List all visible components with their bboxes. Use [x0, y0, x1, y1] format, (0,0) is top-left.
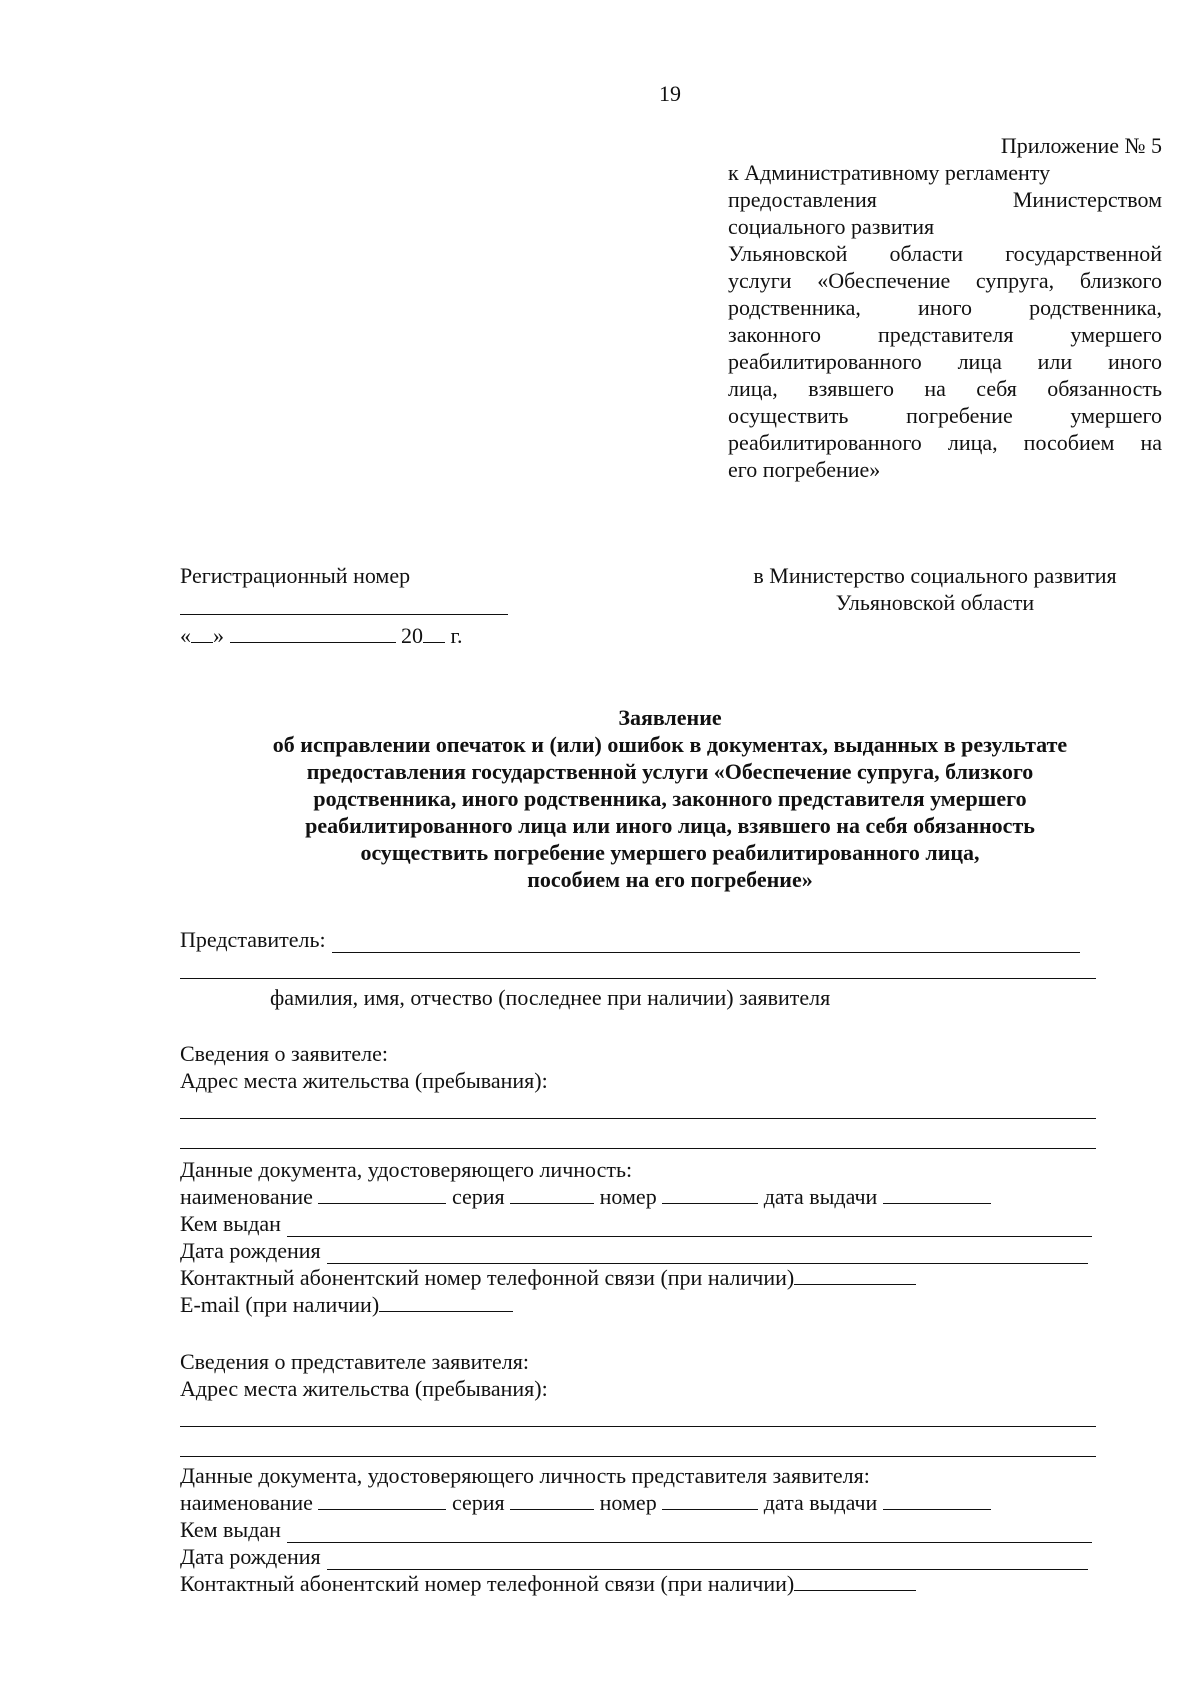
title-line: об исправлении опечаток и (или) ошибок в документах, выданных в результате — [272, 732, 1068, 757]
email-field[interactable] — [379, 1291, 513, 1312]
applicant-address-label: Адрес места жительства (пребывания): — [180, 1068, 548, 1093]
doc-series-label: серия — [451, 1184, 505, 1209]
rep-phone-row — [180, 1570, 916, 1597]
annex-line: родственника, иного родственника, — [728, 295, 1162, 320]
annex-line: реабилитированного лица, пособием на — [728, 430, 1162, 455]
title-line: пособием на его погребение» — [527, 867, 813, 892]
rep-phone-label: Контактный абонентский номер телефонной связи (при наличии) — [180, 1571, 795, 1596]
annex-line: предоставления Министерством — [728, 187, 1162, 212]
applicant-email-row — [180, 1291, 513, 1318]
doc-number-label: номер — [599, 1184, 657, 1209]
applicant-doc-title: Данные документа, удостоверяющего личность: — [180, 1157, 633, 1182]
annex-line: социального развития — [728, 214, 935, 239]
rep-address-field[interactable] — [180, 1426, 1096, 1427]
rep-doc-name-label: наименование — [180, 1490, 313, 1515]
phone-field[interactable] — [794, 1264, 916, 1285]
year-prefix: 20 — [401, 623, 423, 648]
title-line: реабилитированного лица или иного лица, взявшего на себя обязанность — [305, 813, 1035, 838]
doc-issue-date-label: дата выдачи — [763, 1184, 878, 1209]
representative-field[interactable] — [332, 932, 1080, 953]
phone-label: Контактный абонентский номер телефонной связи (при наличии) — [180, 1265, 795, 1290]
representative-label: Представитель: — [180, 927, 326, 952]
rep-doc-issue-date-label: дата выдачи — [763, 1490, 878, 1515]
applicant-doc-row — [180, 1183, 991, 1210]
title-heading: Заявление — [618, 705, 722, 730]
annex-line: услуги «Обеспечение супруга, близкого — [728, 268, 1162, 293]
title-line: осуществить погребение умершего реабилитированного лица, — [360, 840, 980, 865]
email-label: E-mail (при наличии) — [180, 1292, 380, 1317]
birth-date-field[interactable] — [327, 1243, 1088, 1264]
rep-doc-series-field[interactable] — [510, 1489, 594, 1510]
annex-line: законного представителя умершего — [728, 322, 1162, 347]
annex-line: осуществить погребение умершего — [728, 403, 1162, 428]
date-quote-open: « — [180, 623, 191, 648]
annex-line: лица, взявшего на себя обязанность — [728, 376, 1162, 401]
recipient-block — [700, 562, 1170, 616]
rep-birth-date-label: Дата рождения — [180, 1544, 321, 1569]
annex-line: к Административному регламенту — [728, 160, 1051, 185]
representative-field-line-2[interactable] — [180, 978, 1096, 979]
rep-doc-number-label: номер — [599, 1490, 657, 1515]
rep-doc-issue-date-field[interactable] — [883, 1489, 991, 1510]
rep-issued-by-label: Кем выдан — [180, 1517, 281, 1542]
document-title — [180, 704, 1160, 893]
recipient-line: Ульяновской области — [835, 590, 1035, 615]
doc-name-label: наименование — [180, 1184, 313, 1209]
doc-series-field[interactable] — [510, 1183, 594, 1204]
rep-address-label: Адрес места жительства (пребывания): — [180, 1376, 548, 1401]
doc-name-field[interactable] — [318, 1183, 446, 1204]
registration-number-field[interactable] — [180, 614, 508, 615]
rep-doc-title: Данные документа, удостоверяющего личность представителя заявителя: — [180, 1463, 870, 1488]
rep-issued-by-field[interactable] — [287, 1522, 1092, 1543]
birth-date-label: Дата рождения — [180, 1238, 321, 1263]
annex-line: его погребение» — [728, 457, 881, 482]
rep-doc-series-label: серия — [451, 1490, 505, 1515]
annex-line: Приложение № 5 — [1000, 133, 1162, 158]
doc-issue-date-field[interactable] — [883, 1183, 991, 1204]
registration-date-row — [180, 622, 463, 649]
page-number: 19 — [659, 81, 681, 106]
rep-doc-number-field[interactable] — [662, 1489, 758, 1510]
rep-phone-field[interactable] — [794, 1570, 916, 1591]
representative-hint: фамилия, имя, отчество (последнее при наличии) заявителя — [270, 985, 831, 1010]
issued-by-label: Кем выдан — [180, 1211, 281, 1236]
annex-block — [728, 132, 1162, 483]
date-quote-close: » — [213, 623, 224, 648]
rep-section-title: Сведения о представителе заявителя: — [180, 1349, 529, 1374]
rep-address-field-2[interactable] — [180, 1456, 1096, 1457]
annex-line: реабилитированного лица или иного — [728, 349, 1162, 374]
applicant-section-title: Сведения о заявителе: — [180, 1041, 389, 1066]
rep-doc-name-field[interactable] — [318, 1489, 446, 1510]
day-field[interactable] — [191, 622, 213, 643]
rep-doc-row — [180, 1489, 991, 1516]
title-line: предоставления государственной услуги «Обеспечение супруга, близкого — [306, 759, 1034, 784]
month-field[interactable] — [230, 622, 396, 643]
title-line: родственника, иного родственника, законного представителя умершего — [313, 786, 1027, 811]
recipient-line: в Министерство социального развития — [753, 563, 1117, 588]
issued-by-field[interactable] — [287, 1216, 1092, 1237]
applicant-address-field-2[interactable] — [180, 1148, 1096, 1149]
applicant-address-field[interactable] — [180, 1118, 1096, 1119]
annex-line: Ульяновской области государственной — [728, 241, 1162, 266]
applicant-phone-row — [180, 1264, 916, 1291]
doc-number-field[interactable] — [662, 1183, 758, 1204]
rep-birth-date-field[interactable] — [327, 1549, 1088, 1570]
registration-label: Регистрационный номер — [180, 563, 411, 588]
year-field[interactable] — [423, 622, 445, 643]
year-suffix: г. — [450, 623, 463, 648]
